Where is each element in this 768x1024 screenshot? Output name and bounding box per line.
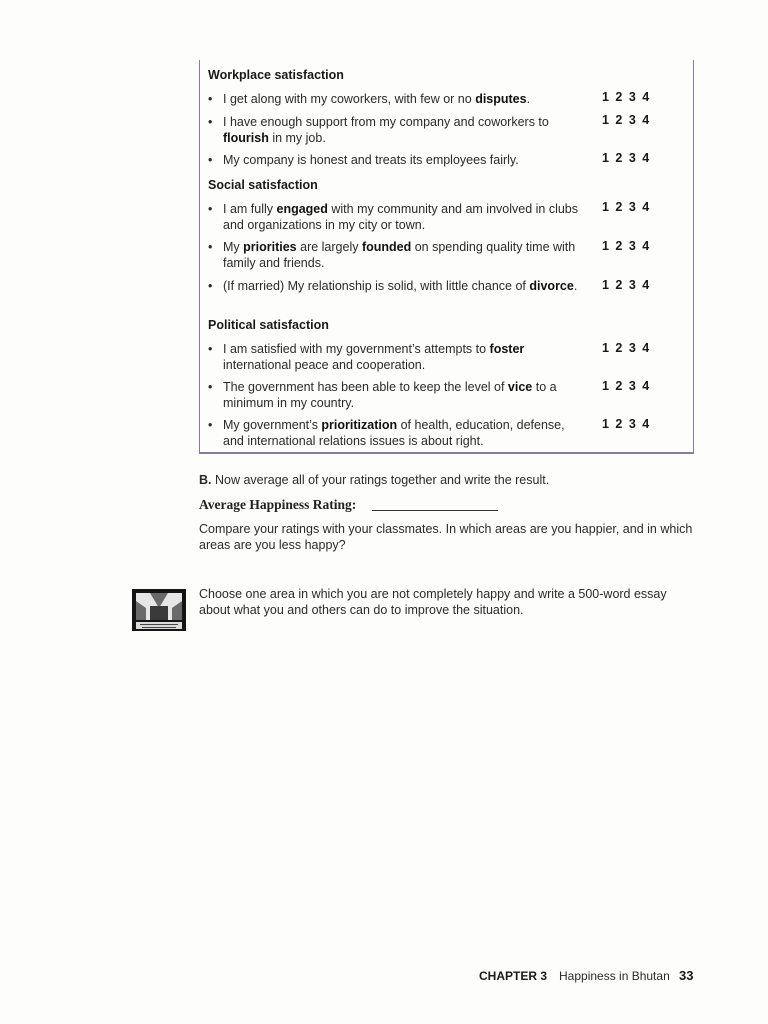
writing-task-icon bbox=[130, 586, 188, 634]
survey-item-text: The government has been able to keep the level of vice to a minimum in my country. bbox=[223, 380, 557, 410]
bullet: • bbox=[208, 202, 213, 216]
rating-scale[interactable]: 1 2 3 4 bbox=[602, 151, 651, 165]
survey-item bbox=[208, 114, 588, 146]
section-title-political: Political satisfaction bbox=[208, 318, 329, 332]
bullet: • bbox=[208, 380, 213, 394]
survey-item-text: My priorities are largely founded on spending quality time with family and friends. bbox=[223, 240, 576, 270]
survey-item bbox=[208, 91, 588, 107]
survey-item-text: My company is honest and treats its employees fairly. bbox=[223, 153, 519, 167]
rating-scale[interactable]: 1 2 3 4 bbox=[602, 379, 651, 393]
survey-item bbox=[208, 341, 588, 373]
bullet: • bbox=[208, 153, 213, 167]
page-number: 33 bbox=[679, 968, 694, 983]
survey-item bbox=[208, 278, 588, 294]
bullet: • bbox=[208, 418, 213, 432]
bullet: • bbox=[208, 342, 213, 356]
section-title-workplace: Workplace satisfaction bbox=[208, 68, 344, 82]
bullet: • bbox=[208, 279, 213, 293]
survey-item bbox=[208, 201, 588, 233]
rating-scale[interactable]: 1 2 3 4 bbox=[602, 200, 651, 214]
average-rating-blank[interactable] bbox=[372, 510, 498, 511]
rating-scale[interactable]: 1 2 3 4 bbox=[602, 341, 651, 355]
survey-item bbox=[208, 379, 588, 411]
survey-item-text: My government’s prioritization of health, education, defense, and international relations issues is about right. bbox=[223, 418, 565, 448]
rating-scale[interactable]: 1 2 3 4 bbox=[602, 113, 651, 127]
bullet: • bbox=[208, 115, 213, 129]
average-rating-label: Average Happiness Rating: bbox=[199, 497, 357, 512]
survey-item bbox=[208, 417, 588, 449]
survey-item bbox=[208, 152, 588, 168]
survey-item-text: I am satisfied with my government’s attempts to foster international peace and cooperation. bbox=[223, 342, 525, 372]
footer-chapter: CHAPTER 3 bbox=[479, 969, 548, 983]
survey-item-text: I get along with my coworkers, with few or no disputes. bbox=[223, 92, 531, 106]
rating-scale[interactable]: 1 2 3 4 bbox=[602, 90, 651, 104]
survey-item bbox=[208, 239, 588, 271]
compare-instruction: Compare your ratings with your classmates. In which areas are you happier, and in which areas are you less happy? bbox=[199, 522, 693, 552]
rating-scale[interactable]: 1 2 3 4 bbox=[602, 278, 651, 292]
bullet: • bbox=[208, 240, 213, 254]
survey-item-text: I have enough support from my company and coworkers to flourish in my job. bbox=[223, 115, 549, 145]
footer-chapter-title: Happiness in Bhutan bbox=[559, 969, 670, 983]
part-b-instruction: B. Now average all of your ratings together and write the result. bbox=[199, 473, 550, 487]
survey-item-text: (If married) My relationship is solid, with little chance of divorce. bbox=[223, 279, 578, 293]
survey-item-text: I am fully engaged with my community and am involved in clubs and organizations in my city or town. bbox=[223, 202, 579, 232]
section-title-social: Social satisfaction bbox=[208, 178, 318, 192]
essay-instruction: Choose one area in which you are not completely happy and write a 500-word essay about what you and others can do to improve the situation. bbox=[199, 587, 667, 617]
bullet: • bbox=[208, 92, 213, 106]
rating-scale[interactable]: 1 2 3 4 bbox=[602, 417, 651, 431]
rating-scale[interactable]: 1 2 3 4 bbox=[602, 239, 651, 253]
